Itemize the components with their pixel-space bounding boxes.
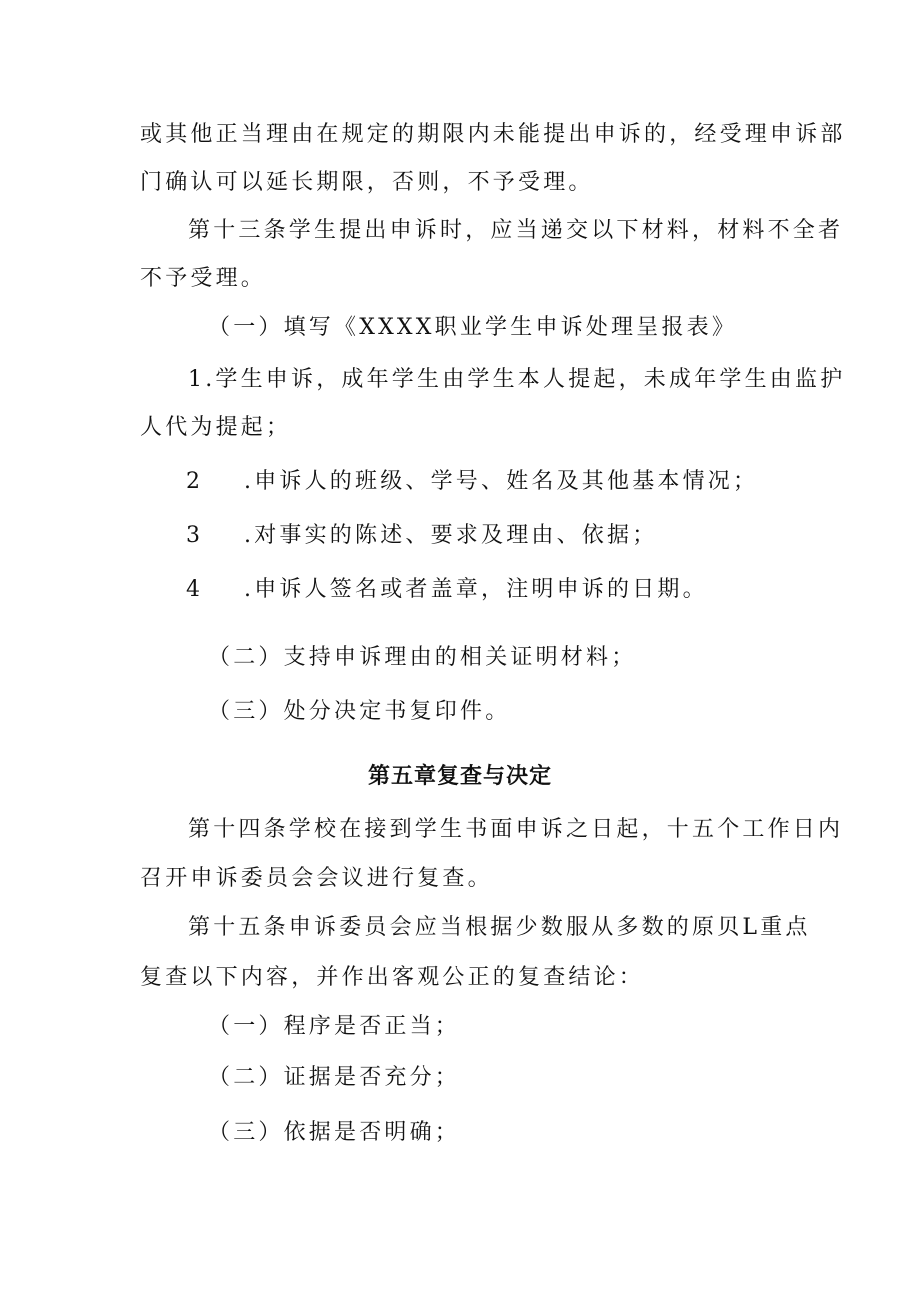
list-item-one: （一）填写《XXXX职业学生申诉处理呈报表》: [208, 315, 738, 340]
list-item-two: （二）支持申诉理由的相关证明材料；: [208, 645, 637, 670]
review-item-three: （三）依据是否明确；: [208, 1120, 461, 1145]
sub-item-number: 3: [186, 523, 200, 548]
paragraph-line: 门确认可以延长期限，否则，不予受理。: [140, 170, 594, 195]
article-15-line: 复查以下内容，并作出客观公正的复查结论：: [140, 965, 645, 990]
chapter-heading: 第五章复查与决定: [367, 764, 552, 789]
sub-item-number: 4: [186, 577, 200, 602]
article-13-line: 不予受理。: [140, 266, 267, 291]
review-item-two: （二）证据是否充分；: [208, 1065, 461, 1090]
sub-item-number: 2: [186, 469, 200, 494]
sub-item-text: .申诉人签名或者盖章，注明申诉的日期。: [244, 577, 708, 602]
article-15-line: 第十五条申诉委员会应当根据少数服从多数的原贝L重点: [188, 915, 811, 940]
article-14-line: 召开申诉委员会会议进行复查。: [140, 866, 493, 891]
sub-item-text: .申诉人的班级、学号、姓名及其他基本情况；: [244, 469, 759, 494]
review-item-one: （一）程序是否正当；: [208, 1014, 461, 1039]
sub-item-one-line: 1.学生申诉，成年学生由学生本人提起，未成年学生由监护: [188, 367, 846, 392]
list-item-three: （三）处分决定书复印件。: [208, 699, 511, 724]
sub-item-text: .对事实的陈述、要求及理由、依据；: [244, 523, 658, 548]
sub-item-one-line: 人代为提起；: [140, 415, 292, 440]
paragraph-line: 或其他正当理由在规定的期限内未能提出申诉的，经受理申诉部: [140, 122, 846, 147]
article-13-line: 第十三条学生提出申诉时，应当递交以下材料，材料不全者: [188, 218, 844, 243]
article-14-line: 第十四条学校在接到学生书面申诉之日起，十五个工作日内: [188, 817, 844, 842]
